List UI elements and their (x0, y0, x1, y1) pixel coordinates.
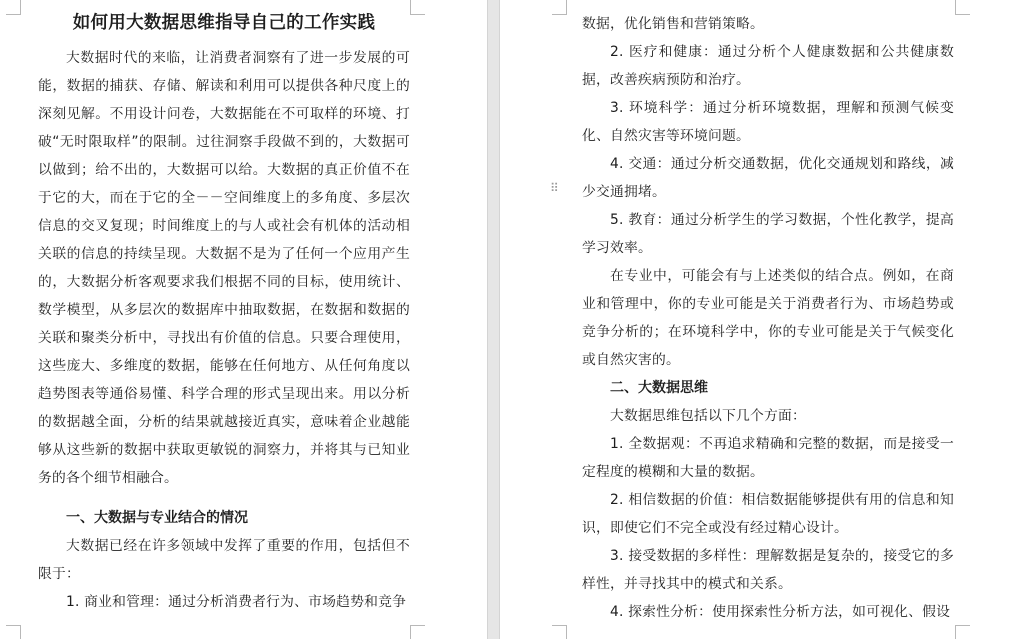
crop-mark-top-right (410, 0, 425, 15)
summary-paragraph: 在专业中，可能会有与上述类似的结合点。例如，在商业和管理中，你的专业可能是关于消费者行为、市场趋势或竞争分析的；在环境科学中，你的专业可能是关于气候变化或自然灾害的。 (582, 268, 954, 368)
list-item-3: 3. 环境科学：通过分析环境数据，理解和预测气候变化、自然灾害等环境问题。 (582, 100, 954, 144)
section1-intro: 大数据已经在许多领域中发挥了重要的作用，包括但不限于： (38, 538, 410, 582)
left-text-column[interactable] (38, 10, 410, 616)
thinking-item-4: 4. 探索性分析：使用探索性分析方法，如可视化、假设 (610, 604, 951, 620)
list-item-2: 2. 医疗和健康：通过分析个人健康数据和公共健康数据，改善疾病预防和治疗。 (582, 44, 954, 88)
thinking-item-3: 3. 接受数据的多样性：理解数据是复杂的，接受它的多样性，并寻找其中的模式和关系。 (582, 548, 954, 592)
crop-mark-bottom-right (410, 625, 425, 639)
list-item-5: 5. 教育：通过分析学生的学习数据，个性化教学，提高学习效率。 (582, 212, 954, 256)
document-title: 如何用大数据思维指导自己的工作实践 (72, 13, 376, 33)
drag-handle-icon[interactable]: ⠿ (550, 181, 558, 195)
crop-mark-bottom-left (6, 625, 21, 639)
section2-intro: 大数据思维包括以下几个方面： (610, 408, 806, 424)
crop-mark-bottom-left (552, 625, 567, 639)
thinking-item-1: 1. 全数据观：不再追求精确和完整的数据，而是接受一定程度的模糊和大量的数据。 (582, 436, 954, 480)
crop-mark-bottom-right (955, 625, 970, 639)
section2-heading: 二、大数据思维 (610, 380, 708, 396)
crop-mark-top-left (552, 0, 567, 15)
right-text-column[interactable] (582, 10, 954, 626)
crop-mark-top-right (955, 0, 970, 15)
page-gutter (487, 0, 500, 639)
document-page-right (500, 0, 1024, 639)
crop-mark-top-left (6, 0, 21, 15)
thinking-item-2: 2. 相信数据的价值：相信数据能够提供有用的信息和知识，即使它们不完全或没有经过精心设计。 (582, 492, 954, 536)
intro-paragraph: 大数据时代的来临，让消费者洞察有了进一步发展的可能，数据的捕获、存储、解读和利用可以提供各种尺度上的深刻见解。不用设计问卷，大数据能在不可取样的环境、打破“无时限取样”的限制。过往洞察手段做不到的，大数据可以做到；给不出的，大数据可以给。大数据的真正价值不在于它的大，而在于它的全－－空间维度上的多角度、多层次信息的交叉复现；时间维度上的与人或社会有机体的活动相关联的信息的持续呈现。大数据不是为了任何一个应用产生的，大数据分析客观要求我们根据不同的目标，使用统计、数学模型，从多层次的数据库中抽取数据，在数据和数据的关联和聚类分析中，寻找出有价值的信息。只要合理使用，这些庞大、多维度的数据，能够在任何地方、从任何角度以趋势图表等通俗易懂、科学合理的形式呈现出来。用以分析的数据越全面，分析的结果就越接近真实，意味着企业越能够从这些新的数据中获取更敏锐的洞察力，并将其与已知业务的各个细节相融合。 (38, 50, 410, 486)
list-item-1-continued: 数据，优化销售和营销策略。 (582, 16, 764, 32)
list-item-1: 1. 商业和管理：通过分析消费者行为、市场趋势和竞争 (66, 594, 407, 610)
section1-heading: 一、大数据与专业结合的情况 (66, 510, 248, 526)
list-item-4: 4. 交通：通过分析交通数据，优化交通规划和路线，减少交通拥堵。 (582, 156, 954, 200)
document-page-left (0, 0, 487, 639)
